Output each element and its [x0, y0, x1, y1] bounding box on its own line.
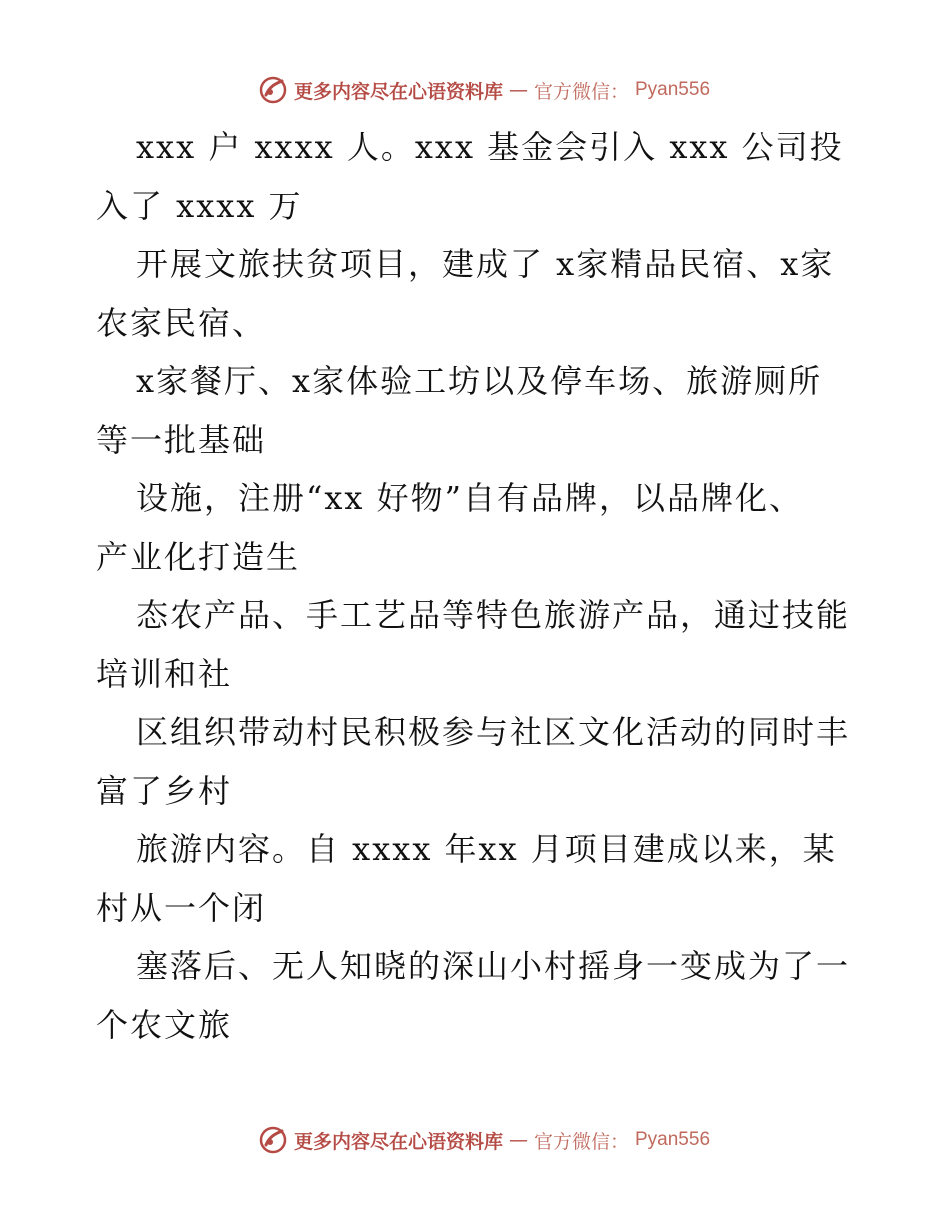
body-line: 村从一个闭: [96, 888, 267, 927]
body-line: 等一批基础: [96, 420, 267, 459]
body-line: 农家民宿、: [96, 303, 267, 342]
footer-dash: —: [508, 1129, 528, 1151]
header-contact-label: 官方微信：: [533, 80, 629, 103]
body-line: 态农产品、手工艺品等特色旅游产品，通过技能: [136, 596, 851, 634]
body-line: 设施，注册“xx 好物”自有品牌，以品牌化、: [136, 479, 803, 517]
body-line: xxx 户 xxxx 人。xxx 基金会引入 xxx 公司投: [136, 128, 844, 166]
footer-banner: [0, 1120, 950, 1160]
body-line: 富了乡村: [96, 771, 233, 810]
header-contact-id: Pyan556: [635, 79, 711, 100]
body-line: 开展文旅扶贫项目，建成了 x家精品民宿、x家: [136, 245, 835, 283]
logo-icon: [258, 1125, 288, 1155]
body-line: 旅游内容。自 xxxx 年xx 月项目建成以来，某: [136, 830, 837, 868]
body-line: x家餐厅、x家体验工坊以及停车场、旅游厕所: [136, 362, 823, 400]
footer-contact-label: 官方微信：: [533, 1130, 629, 1153]
document-body: [96, 118, 856, 1054]
body-line: 产业化打造生: [96, 537, 301, 576]
header-title: 更多内容尽在心语资料库: [293, 80, 503, 103]
footer-title: 更多内容尽在心语资料库: [293, 1130, 503, 1153]
body-line: 培训和社: [96, 654, 233, 693]
body-line: 个农文旅: [96, 1005, 233, 1044]
body-line: 区组织带动村民积极参与社区文化活动的同时丰: [136, 713, 851, 751]
header-dash: —: [508, 79, 528, 101]
body-line: 塞落后、无人知晓的深山小村摇身一变成为了一: [136, 947, 851, 985]
logo-icon: [258, 75, 288, 105]
footer-contact-id: Pyan556: [635, 1129, 711, 1150]
body-line: 入了 xxxx 万: [96, 186, 303, 225]
header-banner: [0, 70, 950, 110]
